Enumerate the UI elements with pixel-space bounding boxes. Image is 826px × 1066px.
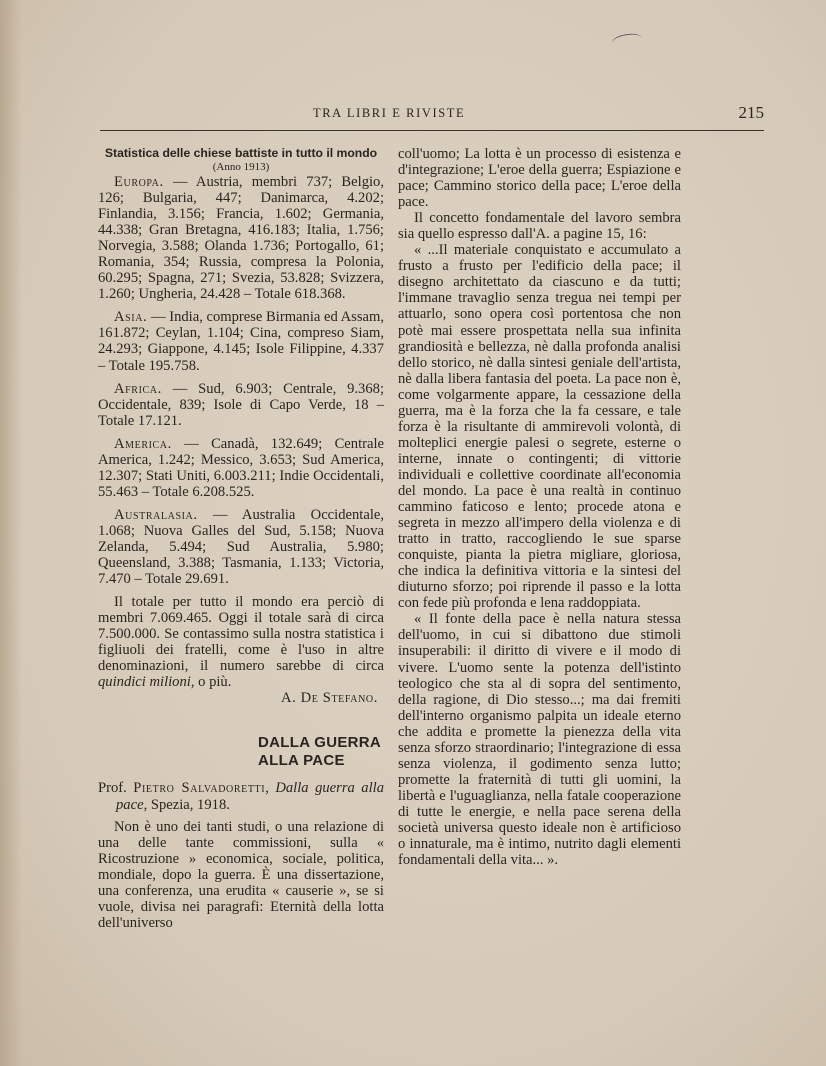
total-emphasis: quindici milioni	[98, 674, 191, 691]
section-heading	[258, 734, 384, 770]
section-heading-line-1: DALLA GUERRA	[258, 734, 382, 752]
page-edge-stain	[0, 0, 22, 1066]
biblio-separator: ,	[265, 780, 276, 797]
region-text: — Australia Occidentale, 1.068; Nuova Galles del Sud, 5.158; Nuova Zelanda, 5.494; Sud Australia, 5.980; Queensland, 3.388; Tasmania, 1.133; Victoria, 7.470 – Totale 29.691.	[98, 506, 384, 588]
page-number: 215	[738, 103, 764, 122]
review-intro: Non è uno dei tanti studi, o una relazione di una delle tante commissioni, sulla « Ricostruzione » economica, sociale, politica, mondiale, dopo la guerra. È una dissertazione, una conferenza, una erudita « causerie », se si vuole, divisa nei paragrafi: Eternità della lotta dell'universo	[98, 818, 384, 931]
quotation-paragraph-2: « Il fonte della pace è nella natura stessa dell'uomo, in cui si dibattono due stimoli insuperabili: il diritto di vivere e il modo di vivere. L'uomo sente la potenza dell'istinto teologico che sta al di sopra del sentimento, della ragione, di Dio stesso...; ma dai fremiti dell'interno organismo palpita un ideale eterno che addita e promette la pienezza della vita senza sforzo straordinario; l'integrazione di essa senza violenza, il godimento senza lutto; promette la fraternità di tutti gli uomini, la libertà e l'uguaglianza, nella fatale cooperazione di tutte le energie, e nella pace serena della società universa questo ideale non è artificioso o innaturale, ma è intimo, nutrito dagli elementi fondamentali della vita... ».	[398, 611, 681, 869]
total-text-end: , o più.	[190, 674, 232, 691]
region-name: Africa.	[114, 380, 162, 397]
region-name: Europa.	[114, 174, 164, 190]
right-column	[398, 146, 681, 868]
review-continuation: coll'uomo; La lotta è un processo di esistenza e d'integrazione; L'eroe della guerra; Espiazione e pace; Cammino storico della pace; L'eroe della pace.	[398, 146, 681, 211]
biblio-author: Pietro Salvadoretti	[133, 780, 266, 797]
concept-paragraph: Il concetto fondamentale del lavoro sembra sia quello espresso dall'A. a pagine 15, 16:	[398, 210, 681, 243]
pen-mark	[611, 31, 643, 51]
signature: A. De Stefano.	[281, 690, 378, 707]
quotation-paragraph-1: « ...Il materiale conquistato e accumulato a frusto a frusto per l'edificio della pace; il disegno architettato da ciascuno e da tutti; l'immane travaglio senza tregua nei tempi per attuarlo, sono opera così portentosa che non potè mai essere prospettata nella sua infinita grandiosità e bellezza, nè dalla profonda analisi dello storico, nè dalla sintesi geniale dell'artista, nè dalla libera fantasia del poeta. La pace non è, come volgarmente appare, la cessazione della guerra, ma è la forza che la fa cessare, e tale forza è la risultante di ammirevoli volontà, di molteplici energie palesi o segrete, esterne o interne, innate o contingenti; di vittorie individuali e collettive coordinate all'economia del mondo. La pace è una realtà in continuo cammino faticoso e lento; procede atona e segreta in mezzo all'impero della violenza e di tratto in tratto, raccogliendo le sue sparse conquiste, pianta la pietra migliare, gloriosa, che indica la definitiva vittoria e la sintesi del diuturno sforzo; poi riprende il passo e la lotta con fede più profonda e lena raddoppiata.	[398, 242, 681, 612]
biblio-title: Dalla guerra alla pace	[116, 780, 385, 813]
biblio-details: , Spezia, 1918.	[143, 796, 230, 813]
region-text: — Austria, membri 737; Belgio, 126; Bulgaria, 447; Danimarca, 4.202; Finlandia, 3.156; Francia, 1.602; Germania, 44.338; Gran Bretagna, 416.183; Italia, 1.756; Norvegia, 3.588; Olanda 1.736; Portogallo, 61; Romania, 354; Russia, compresa la Polonia, 60.295; Spagna, 271; Svezia, 53.828; Svizzera, 1.260; Ungheria, 24.428 – Totale 618.368.	[98, 174, 384, 303]
total-text-start: Il totale per tutto il mondo era perciò di membri 7.069.465. Oggi il totale sarà di circa 7.500.000. Se contassimo sulla nostra statistica i figliuoli dei fratelli, come è l'uso in altre denominazioni, il numero sarebbe di circa	[98, 594, 384, 675]
bibliographic-reference	[98, 780, 384, 812]
region-text: — Canadà, 132.649; Centrale America, 1.242; Messico, 3.653; Sud America, 12.307; Stati Uniti, 6.003.211; Indie Occidentali, 55.463 – Totale 6.208.525.	[98, 435, 384, 500]
total-paragraph	[98, 594, 384, 690]
region-name: America.	[114, 435, 172, 452]
running-header	[100, 104, 764, 131]
region-america	[98, 436, 384, 500]
statistics-year: (Anno 1913)	[212, 161, 270, 173]
section-heading-line-2: ALLA PACE	[258, 752, 345, 770]
region-australasia	[98, 507, 384, 587]
region-name: Asia.	[114, 309, 148, 326]
region-text: — India, comprese Birmania ed Assam, 161.872; Ceylan, 1.104; Cina, compreso Siam, 24.293; Giappone, 4.145; Isole Filippine, 4.337 – Totale 195.758.	[98, 309, 384, 374]
region-asia	[98, 309, 384, 373]
biblio-prefix: Prof.	[98, 780, 134, 797]
running-title: TRA LIBRI E RIVISTE	[313, 106, 466, 120]
statistics-title: Statistica delle chiese battiste in tutto il mondo	[104, 146, 378, 160]
left-column	[98, 146, 384, 931]
region-africa	[98, 381, 384, 429]
region-name: Australasia.	[114, 506, 198, 523]
region-europe	[98, 174, 384, 302]
region-text: — Sud, 6.903; Centrale, 9.368; Occidentale, 839; Isole di Capo Verde, 18 – Totale 17.121.	[98, 380, 384, 429]
